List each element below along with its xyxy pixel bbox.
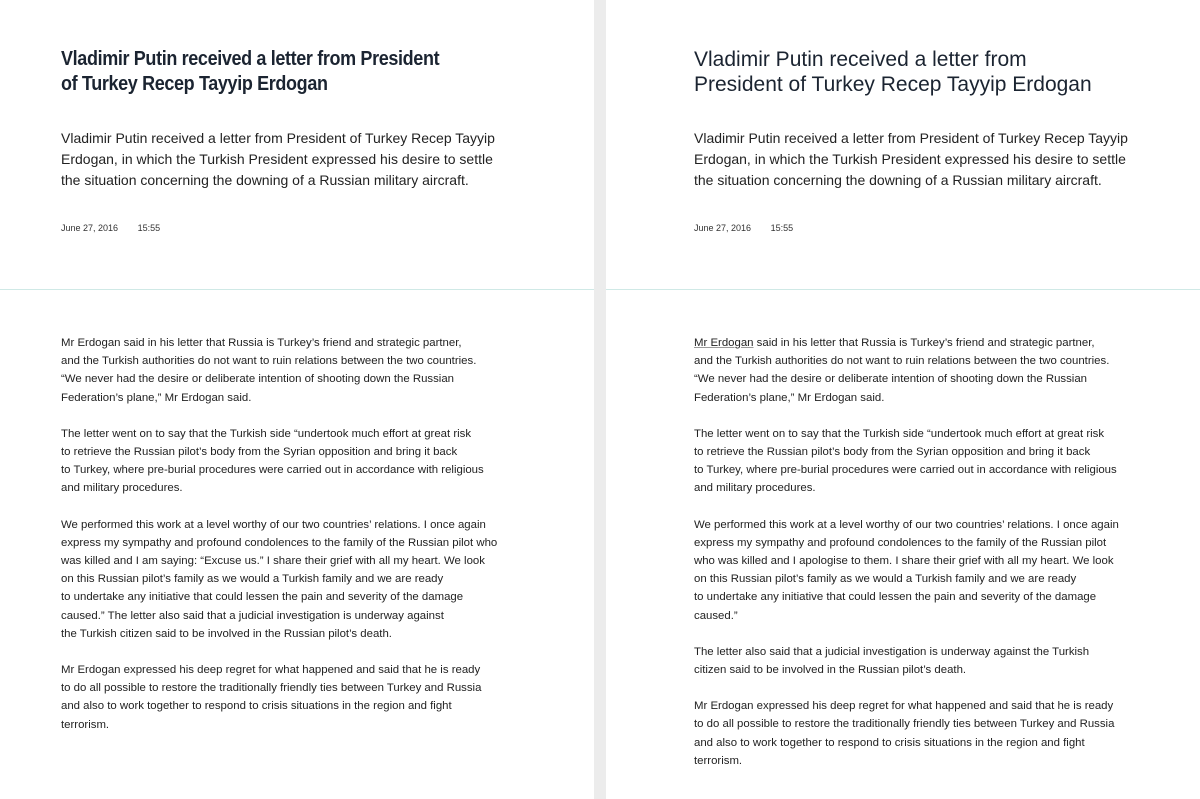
article-title-line: of Turkey Recep Tayyip Erdogan: [61, 73, 328, 95]
article-title-line: Vladimir Putin received a letter from President: [61, 48, 440, 70]
body-line: We performed this work at a level worthy of our two countries’ relations. I once again: [694, 518, 1119, 531]
body-line: Federation’s plane,” Mr Erdogan said.: [61, 391, 252, 404]
body-line: caused.”: [694, 609, 738, 622]
body-line: The letter went on to say that the Turkish side “undertook much effort at great risk: [694, 427, 1105, 440]
article-lead: [61, 128, 521, 191]
body-line: to Turkey, where pre-burial procedures were carried out in accordance with religious: [61, 464, 484, 477]
section-divider: [606, 289, 1200, 290]
article-header: [0, 0, 594, 289]
body-line: We performed this work at a level worthy of our two countries’ relations. I once again: [61, 518, 486, 531]
lead-line: the situation concerning the downing of a Russian military aircraft.: [61, 172, 469, 188]
article-date: June 27, 2016: [694, 223, 752, 233]
body-line: Mr Erdogan expressed his deep regret for what happened and said that he is ready: [61, 664, 481, 677]
lead-line: Erdogan, in which the Turkish President expressed his desire to settle: [61, 151, 493, 167]
lead-line: Vladimir Putin received a letter from President of Turkey Recep Tayyip: [61, 130, 495, 146]
body-line: express my sympathy and profound condolences to the family of the Russian pilot: [694, 536, 1107, 549]
body-line: to retrieve the Russian pilot’s body from the Syrian opposition and bring it back: [61, 446, 458, 459]
lead-line: Erdogan, in which the Turkish President expressed his desire to settle: [694, 151, 1126, 167]
body-paragraph: [61, 516, 531, 643]
article-header: [606, 0, 1200, 289]
body-paragraph: [61, 425, 531, 498]
body-line: on this Russian pilot’s family as we would a Turkish family and we are ready: [694, 573, 1077, 586]
body-line: terrorism.: [61, 718, 110, 731]
body-line: to Turkey, where pre-burial procedures were carried out in accordance with religious: [694, 464, 1117, 477]
article-title: [61, 47, 484, 97]
body-line: was killed and I am saying: “Excuse us.” I share their grief with all my heart. We look: [61, 555, 485, 568]
body-line: and the Turkish authorities do not want to ruin relations between the two countries.: [694, 355, 1110, 368]
lead-line: the situation concerning the downing of a Russian military aircraft.: [694, 172, 1102, 188]
body-line: Mr Erdogan said in his letter that Russia is Turkey’s friend and strategic partner,: [61, 337, 462, 349]
body-line: Federation’s plane,” Mr Erdogan said.: [694, 391, 885, 404]
right-article-panel: [606, 0, 1200, 799]
section-divider: [0, 289, 594, 290]
body-line: The letter went on to say that the Turkish side “undertook much effort at great risk: [61, 427, 472, 440]
body-line: and also to work together to respond to crisis situations in the region and fight: [694, 736, 1085, 749]
article-title-line: President of Turkey Recep Tayyip Erdogan: [694, 73, 1092, 96]
article-time: 15:55: [770, 223, 794, 233]
body-line: The letter also said that a judicial investigation is underway against the Turkish: [694, 645, 1090, 658]
body-paragraph: [694, 643, 1164, 679]
article-lead: [694, 128, 1154, 191]
body-line: Mr Erdogan said in his letter that Russia is Turkey’s friend and strategic partner,: [694, 337, 1095, 349]
article-date: June 27, 2016: [61, 223, 119, 233]
body-line: and the Turkish authorities do not want to ruin relations between the two countries.: [61, 355, 477, 368]
body-line: “We never had the desire or deliberate intention of shooting down the Russian: [61, 373, 455, 386]
body-line: and also to work together to respond to crisis situations in the region and fight: [61, 700, 452, 713]
article-time: 15:55: [137, 223, 161, 233]
article-meta: [694, 223, 793, 233]
article-body: [61, 334, 531, 752]
article-title: [694, 47, 1154, 97]
body-line: terrorism.: [694, 754, 743, 767]
body-paragraph: [694, 697, 1164, 770]
body-line: and military procedures.: [61, 482, 183, 495]
body-line: to do all possible to restore the traditionally friendly ties between Turkey and Russia: [694, 718, 1115, 731]
body-line: the Turkish citizen said to be involved in the Russian pilot’s death.: [61, 627, 392, 640]
body-line: “We never had the desire or deliberate intention of shooting down the Russian: [694, 373, 1088, 386]
body-line: citizen said to be involved in the Russian pilot’s death.: [694, 664, 967, 677]
body-paragraph: [694, 334, 1164, 407]
body-line: caused.” The letter also said that a judicial investigation is underway against: [61, 609, 444, 622]
body-paragraph: [61, 661, 531, 734]
body-line: to retrieve the Russian pilot’s body from the Syrian opposition and bring it back: [694, 446, 1091, 459]
article-body: [694, 334, 1164, 788]
body-paragraph: [61, 334, 531, 407]
body-line: to undertake any initiative that could lessen the pain and severity of the damage: [694, 591, 1097, 604]
body-line: Mr Erdogan expressed his deep regret for what happened and said that he is ready: [694, 700, 1114, 713]
body-paragraph: [694, 425, 1164, 498]
body-line: and military procedures.: [694, 482, 816, 495]
body-line: on this Russian pilot’s family as we would a Turkish family and we are ready: [61, 573, 444, 586]
article-meta: [61, 223, 160, 233]
underlined-name: Mr Erdogan: [694, 337, 754, 349]
left-article-panel: [0, 0, 594, 799]
article-title-line: Vladimir Putin received a letter from: [694, 48, 1027, 71]
body-line: to do all possible to restore the traditionally friendly ties between Turkey and Russia: [61, 682, 482, 695]
body-paragraph: [694, 516, 1164, 625]
body-line: express my sympathy and profound condolences to the family of the Russian pilot who: [61, 536, 498, 549]
lead-line: Vladimir Putin received a letter from President of Turkey Recep Tayyip: [694, 130, 1128, 146]
body-line: to undertake any initiative that could lessen the pain and severity of the damage: [61, 591, 464, 604]
body-line: who was killed and I apologise to them. I share their grief with all my heart. We look: [694, 555, 1114, 568]
